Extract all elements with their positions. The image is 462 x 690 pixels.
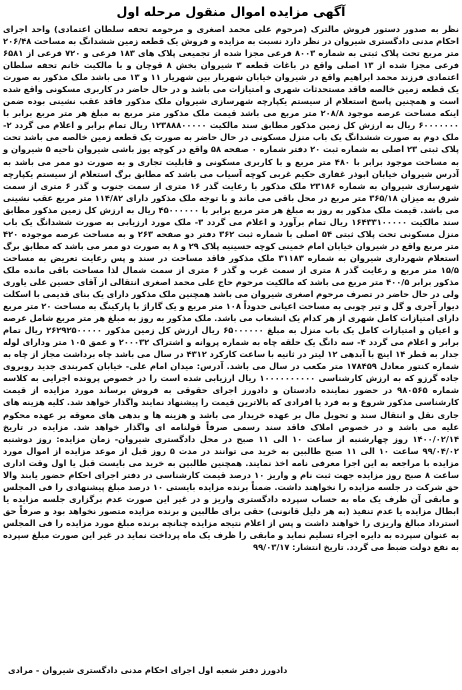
notice-body-text: نظر به صدور دستور فروش مالترک (مرحوم علی محمد اصغری و مرحومه تحفه سلطان اعتمادی) واحد اجرای احکام مدنی دادگستری شیروان در نظر دارد نسبت به مزایده و فروش یک قطعه زمین ششدانگ به مساحت ۲۰۶/۴۸ متر مربع تحت پلاک ثبتی به شماره ۸۰۰۳ فرعی مجزا شده از تجمیعی پلاک های ۱۸۳ فرعی و ۷۲۰ فرعی از ۶۵۸۱ فرعی مجزا شده از ۱۳ اصلی واقع در باغات قطعه ۳ شیروان بخش ۸ قوچان و با مالکیت خانم تحفه سلطان اعتمادی فرزند محمد ابراهیم واقع در شیروان خیابان شهریار بین شهریار ۱۱ و ۱۳ می باشد ملک مذکور به صورت یک قطعه زمین خالصه فاقد مستحدثات شهری و امتیازات می باشد و در حال حاضر در کاربری مسکونی واقع شده است و همچنین پاسخ استعلام از سیستم یکپارچه شهرسازی شیروان ملک مذکور فاقد عقب نشینی بوده ضمن اینکه مساحت عرصه موجود ۲۰۸/۸ متر مربع می باشد قیمت ملک مذکور متر مربع به مبلغ هر متر مربع برابر با ۶۰۰۰۰۰۰۰ ریال به ارزش کل زمین مذکور مطابق سند مالکیت ۱۲۳۸۸۸۰۰۰۰۰ ریال تمام برابر و اعلام می گردد ۲- ملک دوم به صورت ششدانگ یک باب منزل مسکونی در حال حاضر به صورت یک قطعه زمین خالصه می باشد تحت پلاک ثبتی ۲۳ اصلی به شماره ثبت ۲۰ دفتر شماره ۰ صفحه ۵۸ واقع در کوچه یوز باشی شیروان ناحیه ۵ شیروان و به مساحت موجود برابر با ۴۸۰ متر مربع و با کاربری مسکونی و قابلیت تجاری و به صورت دو ممر می باشد به آدرس شیروان خیابان ابوذر غفاری حکیم غربی کوچه آسیاب می باشد که مطابق برگ استعلام از سیستم یکپارچه شهرسازی شیروان به شماره ۲۳۱۸۶ ملک مذکور با رعایت گذر ۱۶ متری از سمت جنوب و گذر ۶ متری از سمت شرق به میزان ۳۶۵/۱۸ متر مربع در محل باقی می ماند و با توجه ملک مذکور دارای ۱۱۴/۸۲ متر مربع عقب نشینی می باشد. قیمت ملک مذکور به روز به مبلغ هر متر مربع برابر با ۴۵۰۰۰۰۰۰ ریال به ارزش کل زمین مذکور مطابق سند مالکیت ۱۶۴۳۳۱۰۰۰۰۰ ریال تمام برآورد و اعلام می گردد ۳- ملک مورد ارزیابی به صورت ششدانگ یک باب منزل مسکونی تحت پلاک ثبتی ۵۴ اصلی با شماره ثبت ۳۶۲ دفتر دو صفحه ۲۶۳ و به مساحت عرصه موجوده ۴۲۰ متر مربع واقع در شیروان خیابان امام خمینی کوچه حسینیه پلاک ۲۹ و ۸ به صورت دو ممر می باشد که مطابق برگ استعلام شهرداری شیروان به شماره ۳۱۱۸۳ ملک مذکور فاقد مساحت در سند و پس رعایت تعریض به مساحت ۱۵/۵ متر مربع و رعایت گذر ۸ متری از سمت غرب و گذر ۶ متری از سمت شمال لذا مساحت باقی مانده ملک مذکور برابر ۴۰۰/۵ متر مربع می باشد که مالکیت مرحوم حاج علی محمد اصغری انتقالی از آقای حسین علی یاوری ولی در حال حاضر در تصرف مرحوم اصغری شیروان می باشد همچنین ملک مذکور دارای یک بنای قدیمی با اسکلت دیوار آجری و گل و تیر چوبی به مساحت اعیانی حدوداً ۱۰۸ متر مربع و یک گاراژ با پارکینگ به مساحت ۲۰ متر مربع دارای امتیازات کامل شهری از هر کدام یک انشعاب می باشد. ملک مذکور به روز به مبلغ هر متر مربع شامل عرصه و اعیان و امتیازات کامل یک باب منزل به مبلغ ۶۵۰۰۰۰۰۰ ریال ارزش کل زمین مذکور ۲۶۲۹۲۵۰۰۰۰۰ ریال تمام برابر و اعلام می گردد ۴- سه دانگ یک حلقه چاه به شماره پروانه و اشتراک ۲۰۰۰۳۲ و عمق ۱۰۵ متر ودارای لوله جدار به قطر ۱۴ اینچ با آبدهی ۱۲ لیتر در ثانیه با ساعت کارکرد ۴۳۱۲ در سال می باشد چاه برداشت مجاز از چاه به شماره کنتور معادل ۱۷۸۴۵۹ متر مکعب در سال می باشد. آدرس: میدان امام علی- خیابان کمربندی جدید روبروی جاده گرزو که به ارزش کارشناسی ۱۰۰۰۰۰۰۰۰۰۰ ریال ارزیابی شده است را در خصوص پرونده اجرایی به کلاسه شماره ۹۸۰۵۶۵ در حضور نماینده دادستان و دادورز اجرای حقوقی به فروش برساند مورد مزایده از قیمت کارشناسی مذکور شروع و به فرد یا افرادی که بالاترین قیمت را پیشنهاد نمایند واگذار خواهد شد. کلیه هزینه های جاری نقل و انتقال سند و تحویل مال بر عهده خریدار می باشد و هزینه ها و بدهی های معوقه بر عهده محکوم علیه می باشد و در خصوص املاک فاقد سند رسمی صرفاً قولنامه ای واگذار خواهد شد. مزایده در تاریخ ۱۴۰۰/۰۲/۱۴ روز چهارشنبه از ساعت ۱۰ الی ۱۱ صبح در محل دادگستری شیروان- زمان مزایده: روز دوشنبه ۹۹/۰۴/۰۲ ساعت ۱۰ الی ۱۱ صبح طالبین به خرید می توانند در مدت ۵ روز قبل از موعد مزایده از اموال مورد مزایده با مراجعه به این اجرا معرفی نامه اخذ نمایند. همچنین طالبین به خرید می بایست قبل یا اول وقت اداری ساعت ۸ صبح روز مزایده جهت ثبت نام و واریز ۱۰ درصد قیمت کارشناسی در دفتر اجرای احکام حضور یابند والا حق شرکت در جلسه مزایده را نخواهند داشت. ضمناً برنده مزایده بایستی ۱۰ درصد مبلغ پیشنهادی را فی المجلس و مابقی آن ظرف یک ماه به حساب سپرده دادگستری واریز و در غیر این صورت عدم برگزاری جلسه مزایده یا ابطال مزایده یا عدم تنفیذ (به هر دلیل قانونی) حقی برای طالبین و برنده مزایده متصور نخواهد بود و صرفاً حق استرداد مبالغ واریزی را خواهند داشت و پس از اعلام نتیجه مزایده چنانچه برنده مبلغ مورد مزایده را فی المجلس به عنوان سپرده به دایره اجراء تسلیم نماید و مابقی را ظرف یک ماه پرداخت نماید در غیر این صورت مبلغ سپرده به نفع دولت ضبط می گردد. تاریخ انتشار: ۹۹/۰۳/۱۷ — [3, 24, 460, 553]
notice-body — [3, 23, 459, 553]
notice-signature: دادورز دفتر شعبه اول اجرای احکام مدنی دادگستری شیروان - مرادی — [8, 665, 288, 675]
notice-title: آگهی مزایده اموال منقول مرحله اول — [116, 4, 346, 19]
